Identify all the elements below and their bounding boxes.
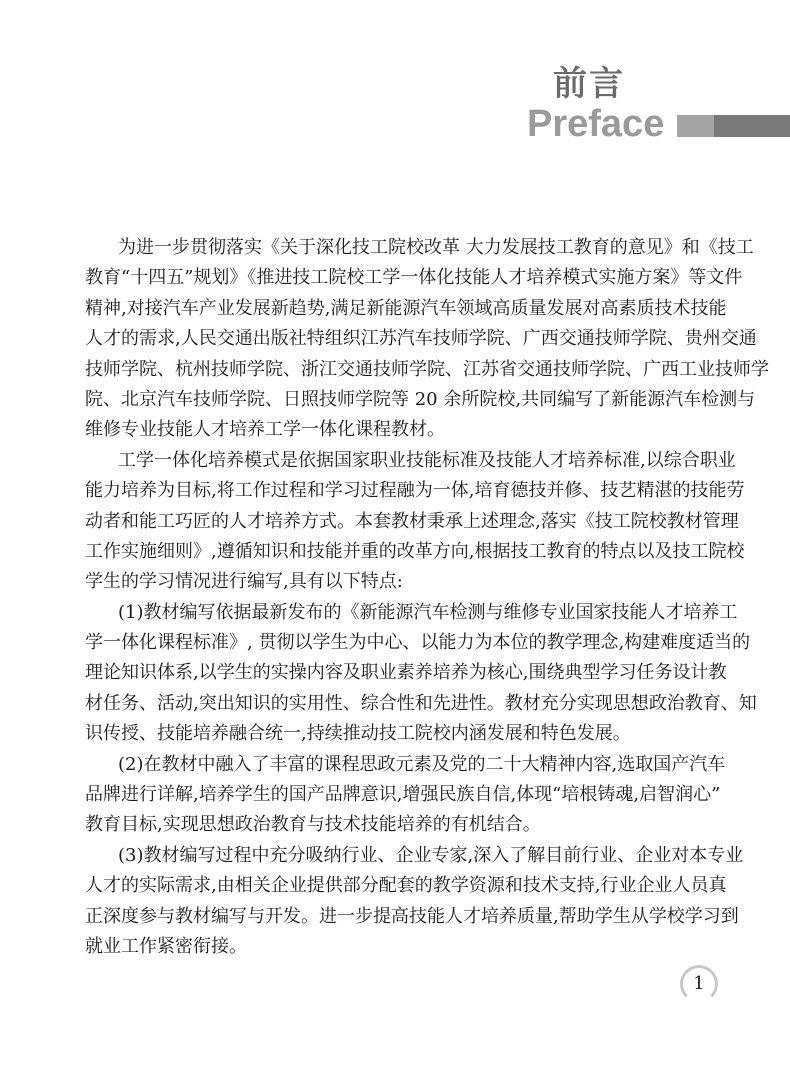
paragraph <box>85 233 769 446</box>
text-line: 精神,对接汽车产业发展新趋势,满足新能源汽车领域高质量发展对高素质技术技能 <box>85 297 727 319</box>
text-line: 动者和能工巧匠的人才培养方式。本套教材秉承上述理念,落实《技工院校教材管理 <box>85 510 739 532</box>
text-line: 工学一体化培养模式是依据国家职业技能标准及技能人才培养标准,以综合职业 <box>118 449 736 471</box>
text-line: 正深度参与教材编写与开发。进一步提高技能人才培养质量,帮助学生从学校学习到 <box>85 905 739 927</box>
text-line: 材任务、活动,突出知识的实用性、综合性和先进性。教材充分实现思想政治教育、知 <box>85 692 757 714</box>
text-line: (2)在教材中融入了丰富的课程思政元素及党的二十大精神内容,选取国产汽车 <box>118 753 726 775</box>
page-number: 1 <box>680 965 718 1003</box>
text-line: 就业工作紧密衔接。 <box>85 935 247 957</box>
text-line: 能力培养为目标,将工作过程和学习过程融为一体,培育德技并修、技艺精湛的技能劳 <box>85 480 745 502</box>
text-line: 学生的学习情况进行编写,具有以下特点: <box>85 571 403 593</box>
text-line: 理论知识体系,以学生的实操内容及职业素养培养为核心,围绕典型学习任务设计教 <box>85 662 727 684</box>
page-title-cn: 前言 <box>553 64 625 104</box>
text-line: 为进一步贯彻落实《关于深化技工院校改革 大力发展技工教育的意见》和《技工 <box>118 237 754 258</box>
text-line: 工作实施细则》,遵循知识和技能并重的改革方向,根据技工教育的特点以及技工院校 <box>85 540 745 562</box>
paragraph <box>85 446 745 598</box>
text-line: 学一体化课程标准》, 贯彻以学生为中心、以能力为本位的教学理念,构建难度适当的 <box>85 632 751 654</box>
title-decoration-bar-dark <box>714 115 790 137</box>
text-line: 院、北京汽车技师学院、日照技师学院等 20 余所院校,共同编写了新能源汽车检测与 <box>85 388 756 410</box>
text-line: 教育“十四五”规划》《推进技工院校工学一体化技能人才培养模式实施方案》等文件 <box>85 267 743 289</box>
text-line: 品牌进行详解,培养学生的国产品牌意识,增强民族自信,体现“培根铸魂,启智润心” <box>85 784 721 806</box>
paragraph <box>85 750 726 841</box>
text-line: 教育目标,实现思想政治教育与技术技能培养的有机结合。 <box>85 814 541 836</box>
text-line: 人才的实际需求,由相关企业提供部分配套的教学资源和技术支持,行业企业人员真 <box>85 875 727 897</box>
text-line: 人才的需求,人民交通出版社特组织江苏汽车技师学院、广西交通技师学院、贵州交通 <box>85 328 757 350</box>
text-line: 技师学院、杭州技师学院、浙江交通技师学院、江苏省交通技师学院、广西工业技师学 <box>85 358 769 380</box>
paragraph <box>85 598 757 750</box>
text-line: 维修专业技能人才培养工学一体化课程教材。 <box>85 419 445 441</box>
preface-body <box>85 233 769 962</box>
text-line: 识传授、技能培养融合统一,持续推动技工院校内涵发展和特色发展。 <box>85 723 631 745</box>
text-line: (3)教材编写过程中充分吸纳行业、企业专家,深入了解目前行业、企业对本专业 <box>118 844 744 866</box>
text-line: (1)教材编写依据最新发布的《新能源汽车检测与维修专业国家技能人才培养工 <box>118 601 738 623</box>
page-title-en: Preface <box>527 103 665 145</box>
paragraph <box>85 841 744 963</box>
title-decoration-bar-light <box>677 115 714 137</box>
